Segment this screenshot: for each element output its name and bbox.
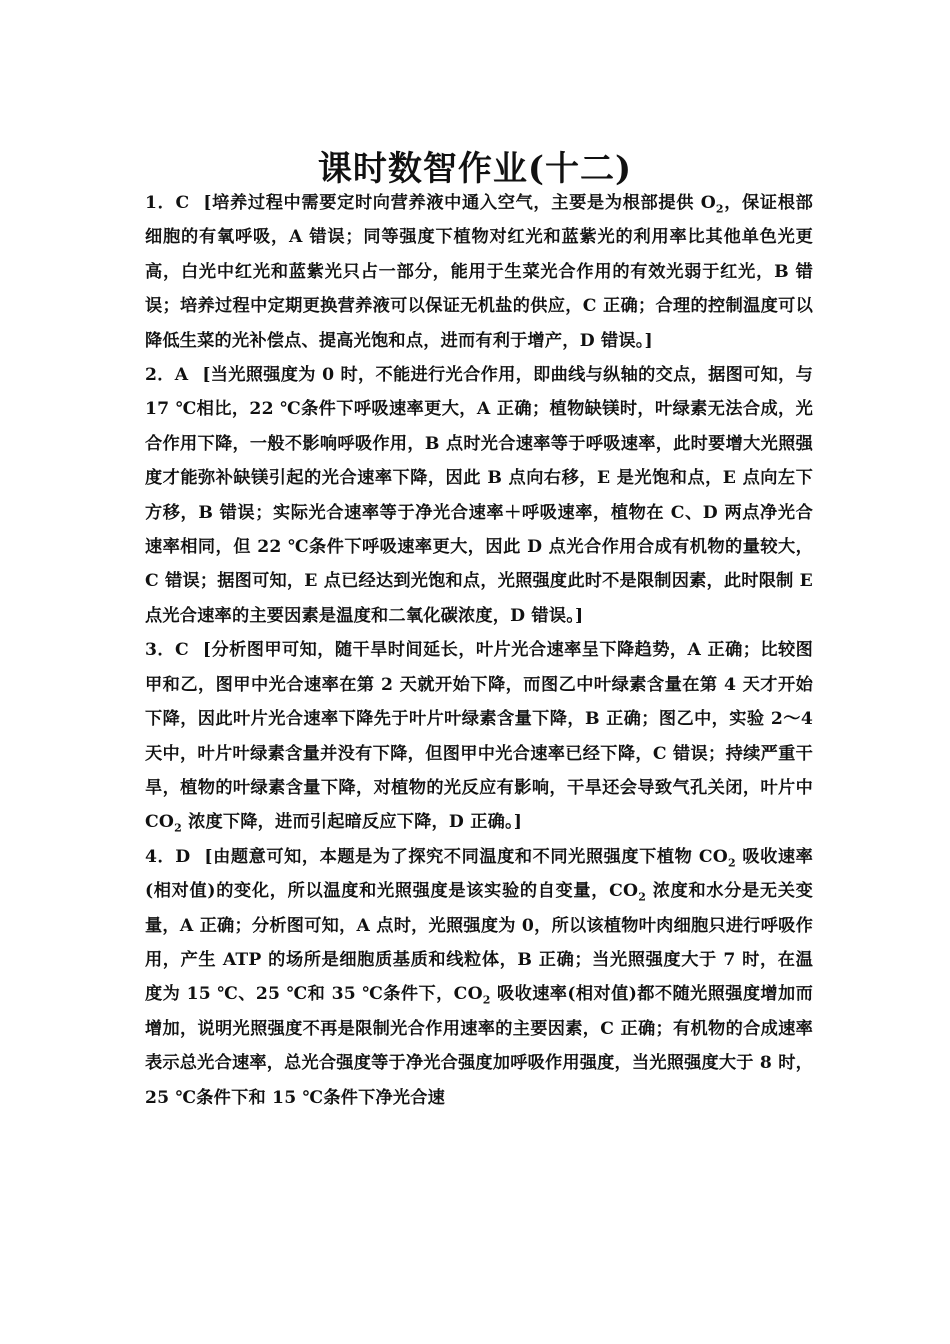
answer-explanation-text: 浓度下降，进而引起暗反应下降，D 正确。] <box>181 812 523 833</box>
page-title: 课时数智作业(十二) <box>317 148 633 189</box>
answer-explanation-text: [当光照强度为 0 时，不能进行光合作用，即曲线与纵轴的交点，据图可知，与 17 ℃相比，22 ℃条件下呼吸速率更大，A 正确；植物缺镁时，叶绿素无法合成，光合作用下降，一般不影响呼吸作用，B 点时光合速率等于呼吸速率，此时要增大光照强度才能弥补缺镁引起的光合速率下降，因此 B 点向右移，E 是光饱和点，E 点向左下方移，B 错误；实际光合速率等于净光合速率＋呼吸速率，植物在 C、D 两点净光合速率相同，但 22 ℃条件下呼吸速率更大，因此 D 点光合作用合成有机物的量较大，C 错误；据图可知，E 点已经达到光饱和点，光照强度此时不是限制因素，此时限制 E 点光合速率的主要因素是温度和二氧化碳浓度，D 错误。] <box>145 365 813 626</box>
answer-explanation-text: [分析图甲可知，随干旱时间延长，叶片光合速率呈下降趋势，A 正确；比较图甲和乙，图甲中光合速率在第 2 天就开始下降，而图乙中叶绿素含量在第 4 天才开始下降，因此叶片光合速率下降先于叶片叶绿素含量下降，B 正确；图乙中，实验 2～4 天中，叶片叶绿素含量并没有下降，但图甲中光合速率已经下降，C 错误；持续严重干旱，植物的叶绿素含量下降，对植物的光反应有影响，干旱还会导致气孔关闭，叶片中 CO <box>145 640 813 833</box>
subscript: 2 <box>482 993 491 1007</box>
subscript: 2 <box>174 821 182 835</box>
answer-number: 2． <box>145 365 175 386</box>
answer-choice: A <box>174 365 189 386</box>
answer-explanation-text: [由题意可知，本题是为了探究不同温度和不同光照强度下植物 CO <box>204 846 728 867</box>
answer-item-1 <box>145 186 813 358</box>
answer-list <box>145 186 813 1115</box>
answer-choice: C <box>175 193 190 213</box>
answer-item-3 <box>145 633 813 839</box>
subscript: 2 <box>638 890 647 904</box>
answer-item-2 <box>145 358 813 633</box>
answer-number: 4． <box>145 846 176 867</box>
answer-explanation-text: 浓度和水分是无关变量，A 正确；分析图可知，A 点时，光照强度为 0，所以该植物叶肉细胞只进行呼吸作用，产生 ATP 的场所是细胞质基质和线粒体，B 正确；当光照强度大于 7 时，在温度为 15 ℃、25 ℃和 35 ℃条件下，CO <box>145 881 813 1005</box>
answer-number: 3． <box>145 640 176 661</box>
subscript: 2 <box>727 856 736 870</box>
answer-explanation-text: [培养过程中需要定时向营养液中通入空气，主要是为根部提供 O <box>203 193 716 213</box>
answer-choice: C <box>175 640 189 661</box>
answer-item-4 <box>145 840 813 1115</box>
answer-explanation-text: 吸收速率(相对值)都不随光照强度增加而增加，说明光照强度不再是限制光合作用速率的主要因素，C 正确；有机物的合成速率表示总光合速率，总光合强度等于净光合强度加呼吸作用强度，当光照强度大于 8 时，25 ℃条件下和 15 ℃条件下净光合速 <box>145 984 813 1108</box>
answer-explanation-text: 吸收速率(相对值)的变化，所以温度和光照强度是该实验的自变量，CO <box>145 846 813 902</box>
subscript: 2 <box>715 202 724 216</box>
answer-explanation-text: ，保证根部细胞的有氧呼吸，A 错误；同等强度下植物对红光和蓝紫光的利用率比其他单色光更高，白光中红光和蓝紫光只占一部分，能用于生菜光合作用的有效光弱于红光，B 错误；培养过程中定期更换营养液可以保证无机盐的供应，C 正确；合理的控制温度可以降低生菜的光补偿点、提高光饱和点，进而有利于增产，D 错误。] <box>145 193 813 351</box>
answer-choice: D <box>175 846 191 867</box>
answer-number: 1． <box>145 193 176 213</box>
